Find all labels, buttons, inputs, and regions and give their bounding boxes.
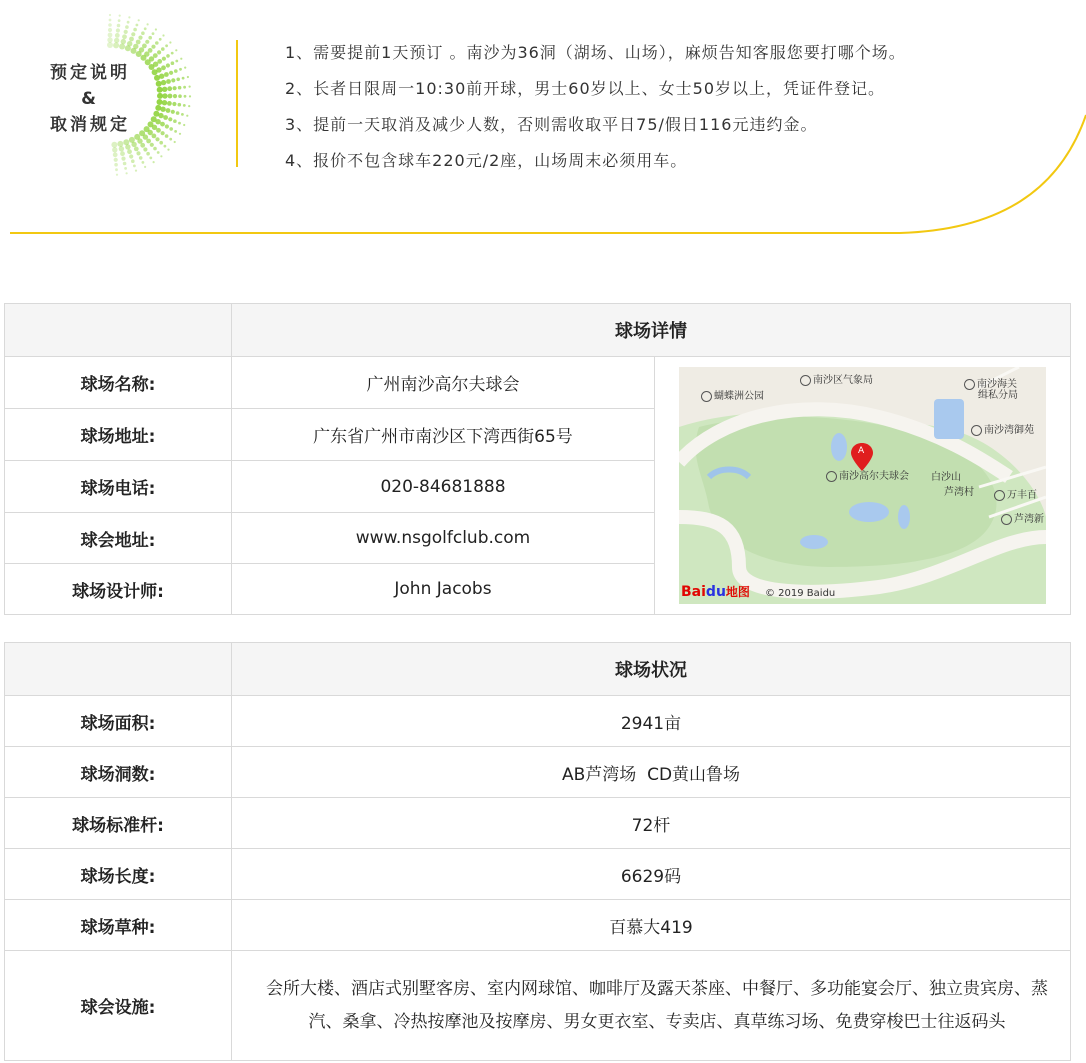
status-title: 球场状况 (232, 643, 1071, 696)
decoration-dot (174, 69, 178, 73)
decoration-dot (171, 61, 175, 65)
row-value: 百慕大419 (232, 900, 1071, 951)
rule-item: 3、提前一天取消及减少人数，否则需收取平日75/假日116元违约金。 (285, 115, 818, 134)
decoration-dot (149, 157, 152, 160)
map-label: 白沙山 (931, 472, 961, 483)
decoration-dot (136, 40, 141, 45)
decoration-dot (116, 174, 118, 176)
decoration-dot (137, 138, 142, 143)
decoration-dot (175, 49, 177, 51)
decoration-dot (169, 138, 172, 141)
decoration-dot (141, 31, 145, 35)
decoration-dot (189, 95, 191, 97)
decoration-dot (144, 27, 147, 30)
decoration-dot (174, 130, 177, 133)
decoration-dot (112, 147, 117, 152)
decoration-dot (142, 161, 145, 164)
decoration-dot (152, 32, 155, 35)
decoration-dot (115, 168, 118, 171)
map-graphic (679, 367, 1046, 604)
decoration-dot (162, 100, 167, 105)
decoration-dot (136, 24, 139, 27)
decoration-dot (127, 41, 132, 46)
decoration-dot (155, 105, 161, 111)
building-icon (971, 425, 982, 436)
map-label: 蝴蝶洲公园 (701, 387, 764, 402)
decoration-dot (166, 79, 171, 84)
decoration-dot (120, 151, 125, 156)
decoration-dot (162, 57, 166, 61)
decoration-dot (184, 67, 186, 69)
decoration-dot (160, 107, 165, 112)
row-label: 球场标准杆: (5, 798, 232, 849)
decoration-dot (133, 44, 138, 49)
map-label: 南沙高尔夫球会 (826, 467, 909, 482)
decoration-dot (108, 23, 112, 27)
decoration-dot (168, 117, 172, 121)
course-status-table (4, 642, 1071, 1061)
decoration-dot (114, 163, 118, 167)
decoration-dot (175, 60, 178, 63)
decoration-dot (116, 28, 120, 32)
decoration-dot (152, 134, 157, 139)
decoration-dot (172, 102, 176, 106)
decoration-dot (140, 143, 145, 148)
header-blank (5, 643, 232, 696)
map-label: 缉私分局 (978, 390, 1018, 401)
decoration-dot (176, 111, 180, 115)
rule-item: 1、需要提前1天预订 。南沙为36洞（湖场、山场），麻烦告知客服您要打哪个场。 (285, 43, 906, 62)
decoration-dot (165, 134, 169, 138)
decoration-dot (169, 71, 173, 75)
decoration-dot (183, 104, 186, 107)
decoration-dot (128, 16, 130, 18)
row-label: 球场电话: (5, 461, 232, 513)
decoration-dot (109, 19, 112, 22)
baidu-logo[interactable]: Baidu地图 (681, 584, 750, 600)
badge-title-booking: 预定说明 (50, 63, 130, 83)
map-label: 南沙区气象局 (800, 371, 873, 386)
decoration-dot (167, 86, 172, 91)
row-label: 球场设计师: (5, 564, 232, 615)
row-value: AB芦湾场 CD黄山鲁场 (232, 747, 1071, 798)
decoration-dot (187, 76, 189, 78)
decoration-dot (138, 19, 140, 21)
row-value: 6629码 (232, 849, 1071, 900)
decoration-dot (159, 74, 164, 79)
decoration-dot (115, 33, 120, 38)
decoration-dot (157, 151, 160, 154)
decoration-dot (129, 37, 134, 42)
decoration-dot (108, 33, 113, 38)
decoration-dot (157, 59, 162, 64)
decoration-dot (125, 144, 130, 149)
decoration-dot (188, 105, 190, 107)
decoration-dot (165, 44, 168, 47)
decoration-dot (164, 72, 169, 77)
decoration-dot (146, 152, 150, 156)
map-label: 南沙湾御苑 (971, 421, 1034, 436)
header-blank (5, 304, 232, 357)
poi-icon (994, 490, 1005, 501)
decoration-dot (162, 34, 164, 36)
decoration-dot (174, 141, 176, 143)
decoration-dot (189, 86, 191, 88)
row-label: 球场名称: (5, 357, 232, 409)
map-label: 芦湾村 (944, 487, 974, 498)
decoration-dot (155, 41, 159, 45)
decoration-dot (166, 54, 170, 58)
map-cell (655, 357, 1071, 615)
row-value: John Jacobs (232, 564, 655, 615)
decoration-dot (142, 44, 147, 49)
decoration-dot (155, 119, 160, 124)
decoration-dot (145, 40, 149, 44)
details-title: 球场详情 (232, 304, 1071, 357)
decoration-dot (156, 128, 161, 133)
decoration-dot (186, 115, 188, 117)
decoration-dot (125, 25, 129, 29)
decoration-dot (178, 103, 182, 107)
decoration-dot (118, 19, 121, 22)
decoration-dot (169, 41, 171, 43)
rules-list (285, 35, 906, 179)
decoration-dot (113, 152, 118, 157)
decoration-dot (113, 42, 119, 48)
poi-icon (800, 375, 811, 386)
decoration-dot (107, 42, 113, 48)
decoration-dot (131, 159, 135, 163)
badge-ampersand: & (81, 89, 99, 109)
decoration-dot (183, 124, 185, 126)
row-value: 广州南沙高尔夫球会 (232, 357, 655, 409)
park-icon (701, 391, 712, 402)
decoration-dot (157, 99, 163, 105)
decoration-dot (156, 81, 162, 87)
poi-icon (1001, 514, 1012, 525)
row-value: 广东省广州市南沙区下湾西街65号 (232, 409, 655, 461)
row-label: 球场地址: (5, 409, 232, 461)
decoration-dot (107, 37, 112, 42)
decoration-dot (121, 39, 126, 44)
decoration-dot (157, 50, 161, 54)
decoration-dot (157, 87, 163, 93)
row-label: 球场长度: (5, 849, 232, 900)
decoration-dot (178, 86, 182, 90)
map-copyright: © 2019 Baidu (765, 588, 836, 599)
decoration-dot (161, 47, 165, 51)
map-label: 万丰百 (994, 486, 1037, 501)
decoration-dot (135, 170, 137, 172)
decoration-dot (138, 36, 142, 40)
decoration-dot (171, 110, 175, 114)
row-label: 球会设施: (5, 951, 232, 1061)
decoration-dot (162, 87, 167, 92)
decoration-dot (184, 95, 187, 98)
decoration-dot (160, 122, 165, 127)
decoration-dot (131, 32, 135, 36)
decoration-dot (167, 101, 172, 106)
decoration-dot (173, 86, 177, 90)
decoration-dot (169, 127, 173, 131)
decoration-dot (162, 93, 167, 98)
poi-icon (964, 379, 975, 390)
decoration-dot (114, 38, 119, 43)
decoration-dot (148, 36, 152, 40)
decoration-dot (148, 48, 153, 53)
decoration-dot (117, 141, 123, 147)
decoration-dot (179, 133, 181, 135)
golf-icon (826, 471, 837, 482)
decoration-dot (161, 131, 165, 135)
decoration-dot (165, 124, 169, 128)
decoration-dot (126, 172, 128, 174)
decoration-dot (168, 94, 173, 99)
decoration-dot (133, 28, 137, 32)
map-label: 芦湾新 (1001, 510, 1044, 525)
row-label: 球场面积: (5, 696, 232, 747)
decoration-dot (158, 113, 163, 118)
divider-line (236, 40, 238, 167)
decoration-dot (163, 115, 168, 120)
decoration-dot (157, 93, 163, 99)
rule-item: 4、报价不包含球车220元/2座，山场周末必须用车。 (285, 151, 688, 170)
row-label: 球场草种: (5, 900, 232, 951)
decoration-dot (156, 67, 161, 72)
decoration-dot (167, 149, 169, 151)
decoration-dot (136, 151, 140, 155)
decoration-dot (153, 147, 157, 151)
decoration-dot (123, 162, 127, 166)
decoration-dot (108, 28, 112, 32)
decoration-dot (133, 165, 136, 168)
decoration-dot (119, 15, 121, 17)
decoration-dot (164, 145, 167, 148)
decoration-dot (143, 147, 147, 151)
decoration-dot (119, 146, 124, 151)
decoration-dot (127, 21, 130, 24)
decoration-dot (161, 65, 166, 70)
row-label: 球会地址: (5, 513, 232, 564)
map-marker[interactable]: A (858, 446, 865, 456)
decoration-dot (166, 108, 171, 113)
decoration-dot (171, 52, 174, 55)
row-value: 72杆 (232, 798, 1071, 849)
decoration-dot (155, 137, 159, 141)
booking-notice (0, 0, 1086, 240)
decoration-dot (159, 38, 162, 41)
decoration-dot (173, 119, 177, 123)
decoration-dot (180, 58, 182, 60)
decoration-dot (147, 23, 149, 25)
decoration-dot (176, 78, 180, 82)
decoration-dot (119, 44, 125, 50)
decoration-dot (183, 86, 186, 89)
badge-title-cancel: 取消规定 (50, 115, 130, 135)
course-details-table (4, 303, 1071, 615)
decoration-dot (150, 143, 154, 147)
location-map[interactable] (679, 367, 1046, 604)
facilities-value: 会所大楼、酒店式别墅客房、室内网球馆、咖啡厅及露天茶座、中餐厅、多功能宴会厅、独立贵宾房、蒸汽、桑拿、冷热按摩池及按摩房、男女更衣室、专卖店、真草练习场、免费穿梭巴士往返码头 (232, 951, 1071, 1061)
decoration-dot (155, 28, 157, 30)
decoration-dot (117, 24, 121, 28)
decoration-dot (111, 142, 117, 148)
decoration-dot (178, 122, 181, 125)
decoration-dot (160, 155, 162, 157)
map-label: 南沙海关 (964, 375, 1017, 390)
rule-item: 2、长者日限周一10:30前开球，男士60岁以上、女士50岁以上，凭证件登记。 (285, 79, 886, 98)
decoration-dot (144, 166, 146, 168)
decoration-dot (129, 154, 133, 158)
decoration-dot (179, 68, 182, 71)
row-value[interactable]: www.nsgolfclub.com (232, 513, 655, 564)
decoration-dot (146, 139, 151, 144)
row-value: 2941亩 (232, 696, 1071, 747)
decoration-dot (151, 45, 155, 49)
decoration-dot (178, 94, 182, 98)
decoration-dot (122, 34, 127, 39)
row-label: 球场洞数: (5, 747, 232, 798)
decoration-dot (124, 167, 127, 170)
decoration-dot (114, 158, 118, 162)
decoration-dot (153, 161, 155, 163)
decoration-dot (139, 156, 143, 160)
decoration-dot (109, 14, 111, 16)
decoration-dot (181, 113, 184, 116)
decoration-dot (171, 78, 175, 82)
decoration-dot (124, 30, 128, 34)
decoration-dot (153, 53, 158, 58)
decoration-dot (127, 149, 132, 154)
row-value: 020-84681888 (232, 461, 655, 513)
decoration-dot (166, 63, 170, 67)
decoration-dot (173, 94, 177, 98)
decoration-dot (131, 142, 136, 147)
decoration-dot (161, 80, 166, 85)
decoration-dot (182, 77, 185, 80)
decoration-dot (159, 141, 163, 145)
decoration-dot (134, 147, 139, 152)
notice-badge (45, 60, 135, 138)
decoration-dot (121, 157, 125, 161)
